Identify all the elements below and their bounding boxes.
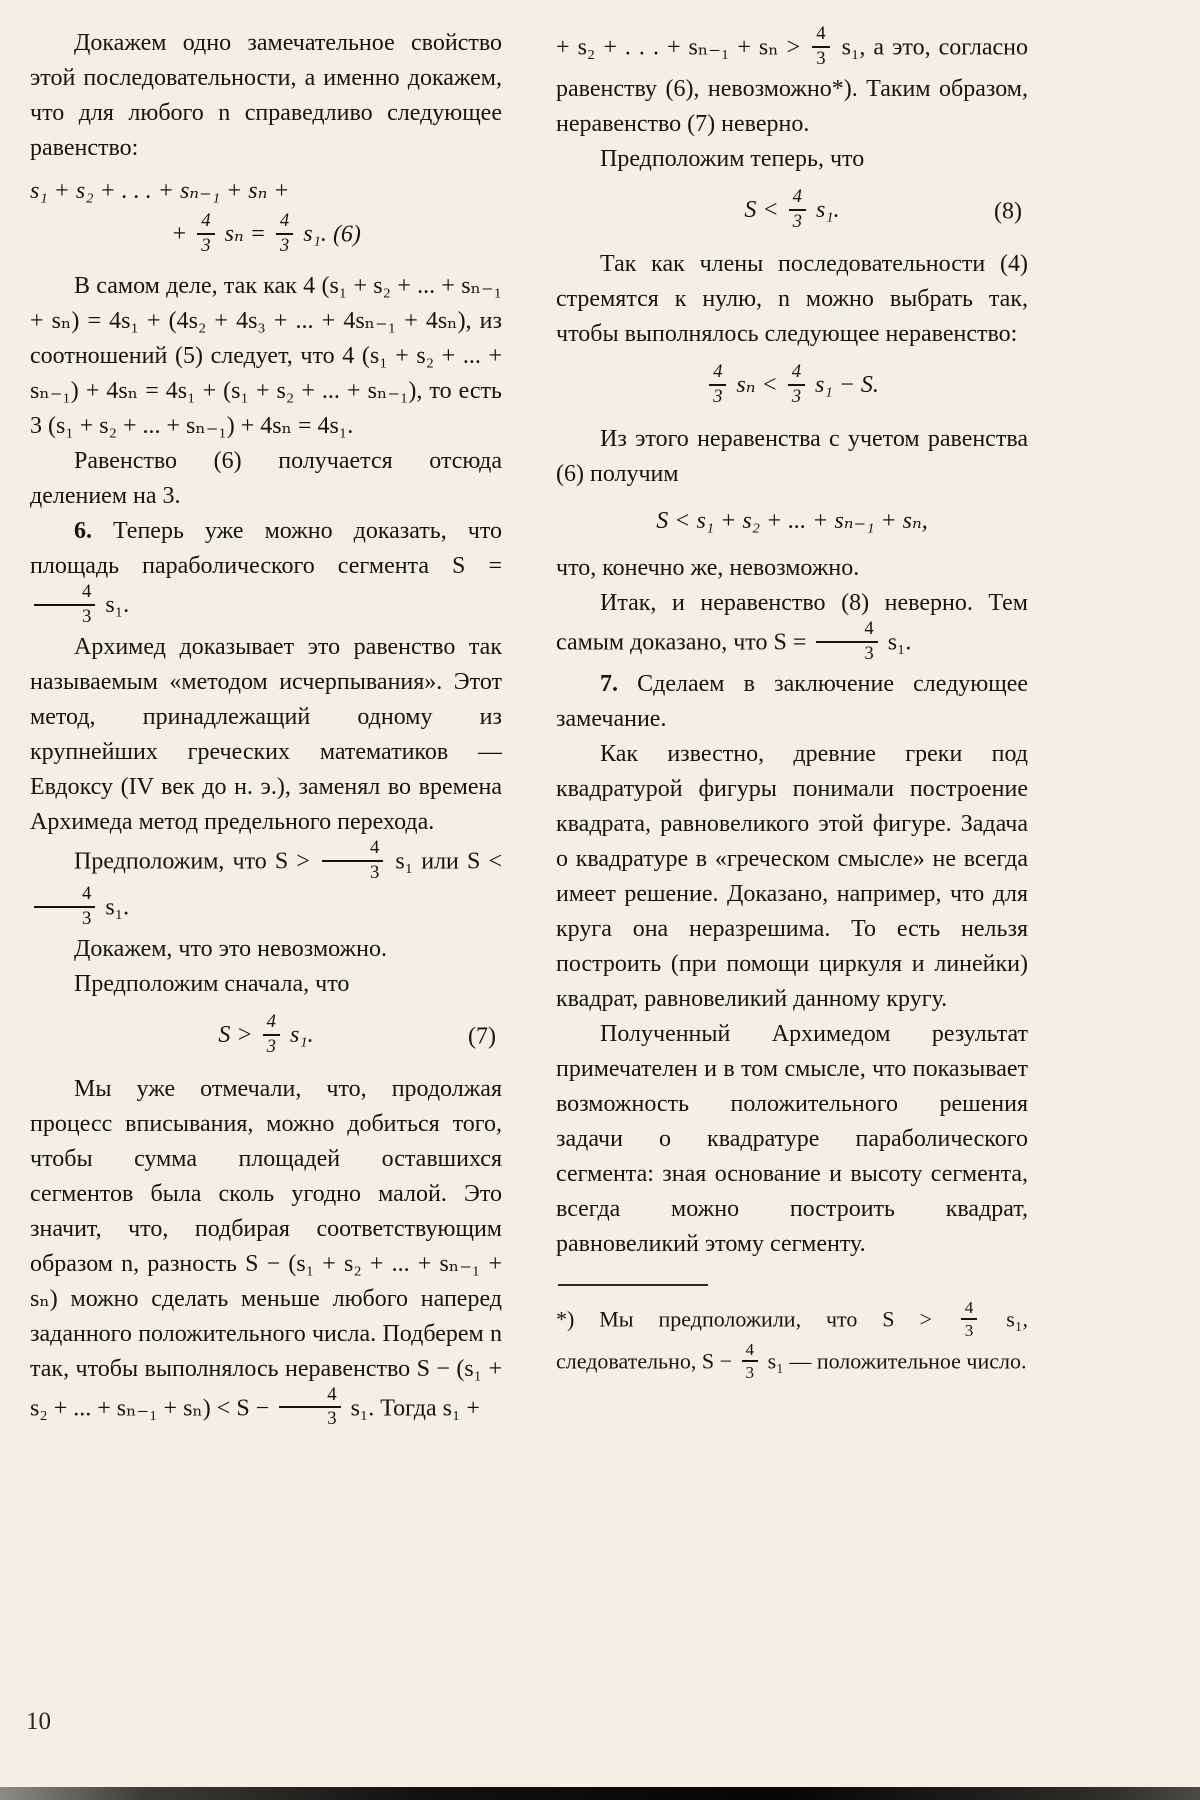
paragraph: Предположим теперь, что [600, 145, 865, 172]
equation-7-tag: (7) [468, 1023, 496, 1050]
column-right [556, 23, 1029, 1432]
paragraph: Из этого неравенства с учетом равенства (6) получим [556, 425, 1028, 487]
equation-6-body: + $\frac{4}{3}$ sₙ = $\frac{4}{3}$ s₁. [171, 210, 327, 256]
page-number: 10 [26, 1708, 51, 1735]
paragraph: В самом деле, так как 4 (s₁ + s₂ + ... + sₙ₋₁ + sₙ) = 4s₁ + (4s₂ + 4s₃ + ... + 4sₙ₋₁ + 4sₙ), из соотношений (5) следует, что 4 (s₁ + s₂ + ... + sₙ₋₁) + 4sₙ = 4s₁ + (s₁ + s₂ + ... + sₙ₋₁), то есть 3 (s₁ + s₂ + ... + sₙ₋₁) + 4sₙ = 4s₁. [30, 272, 502, 439]
paragraph-continuation: + s₂ + . . . + sₙ₋₁ + sₙ > $\frac{4}{3}$ s₁, а это, согласно равенству (6), невозможно*). Таким образом, неравенство (7) неверно. [556, 23, 1029, 137]
footnote-rule [558, 1284, 708, 1286]
column-left [30, 26, 502, 1432]
paragraph: Так как члены последовательности (4) стремятся к нулю, n можно выбрать так, чтобы выполнялось следующее неравенство: [556, 250, 1028, 347]
paragraph: что, конечно же, невозможно. [556, 554, 860, 581]
equation-6-line1: s₁ + s₂ + . . . + sₙ₋₁ + sₙ + [30, 178, 290, 204]
paragraph: Предположим сначала, что [74, 970, 350, 997]
paragraph-text: Сделаем в заключение следующее замечание. [556, 670, 1028, 732]
equation-8-body: S < $\frac{4}{3}$ s₁. [744, 185, 840, 232]
sum-inequality-body: S < s₁ + s₂ + ... + sₙ₋₁ + sₙ, [656, 507, 928, 534]
paragraph: Равенство (6) получается отсюда делением на 3. [30, 447, 502, 509]
scan-bottom-edge [0, 1787, 1200, 1800]
sum-inequality-formula [556, 502, 1028, 541]
section-number: 6. [74, 517, 92, 544]
section-number: 7. [600, 670, 618, 697]
paragraph: Как известно, древние греки под квадратурой фигуры понимали построение квадрата, равновеликого этой фигуре. Задача о квадратуре в «греческом смысле» не всегда имеет решение. Доказано, например, что для круга она неразрешима. То есть нельзя построить (при помощи циркуля и линейки) квадрат, равновеликий данному кругу. [556, 740, 1028, 1012]
footnote: *) Мы предположили, что S > $\frac{4}{3}$ s₁, следовательно, S − $\frac{4}{3}$ s₁ — положительное число. [556, 1297, 1029, 1383]
two-column-layout [30, 23, 1172, 1432]
inequality-formula [556, 362, 1028, 412]
paragraph: Итак, и неравенство (8) неверно. Тем самым доказано, что S = $\frac{4}{3}$ s₁. [556, 589, 1028, 664]
equation-6-tag: (6) [332, 221, 361, 248]
paragraph: Архимед доказывает это равенство так называемым «методом исчерпывания». Этот метод, принадлежащий одному из крупнейших греческих математиков — Евдоксу (IV век до н. э.), заменял во времена Архимеда метод предельного перехода. [30, 633, 502, 835]
paragraph-text: Теперь уже можно доказать, что площадь параболического сегмента S = $\frac{4}{3}$ s₁. [30, 517, 503, 627]
equation-7 [30, 1012, 502, 1062]
paragraph: Мы уже отмечали, что, продолжая процесс вписывания, можно добиться того, чтобы сумма площадей оставшихся сегментов была сколь угодно малой. Это значит, что, подбирая соответствующим образом n, разность S − (s₁ + s₂ + ... + sₙ₋₁ + sₙ) можно сделать меньше любого наперед заданного положительного числа. Подберем n так, чтобы выполнялось неравенство S − (s₁ + s₂ + ... + sₙ₋₁ + sₙ) < S − $\frac{4}{3}$ s₁. Тогда s₁ + [30, 1075, 502, 1430]
paragraph-section-7 [556, 667, 1028, 737]
inequality-formula-body: $\frac{4}{3}$ sₙ < $\frac{4}{3}$ s₁ − S. [705, 372, 879, 398]
equation-8-tag: (8) [994, 198, 1022, 225]
paragraph-section-6 [30, 514, 502, 630]
paragraph: Докажем одно замечательное свойство этой последовательности, а именно докажем, что для любого n справедливо следующее равенство: [30, 30, 502, 161]
paragraph: Предположим, что S > $\frac{4}{3}$ s₁ или S < $\frac{4}{3}$ s₁. [30, 840, 502, 932]
equation-6-line2 [30, 210, 502, 259]
paragraph: Докажем, что это невозможно. [74, 935, 387, 962]
equation-7-body: S > $\frac{4}{3}$ s₁. [218, 1010, 314, 1057]
equation-6 [30, 174, 502, 259]
paragraph: Полученный Архимедом результат примечателен и в том смысле, что показывает возможность положительного решения задачи о квадратуре параболического сегмента: зная основание и высоту сегмента, всегда можно построить квадрат, равновеликий этому сегменту. [556, 1020, 1028, 1257]
equation-8 [556, 187, 1028, 237]
